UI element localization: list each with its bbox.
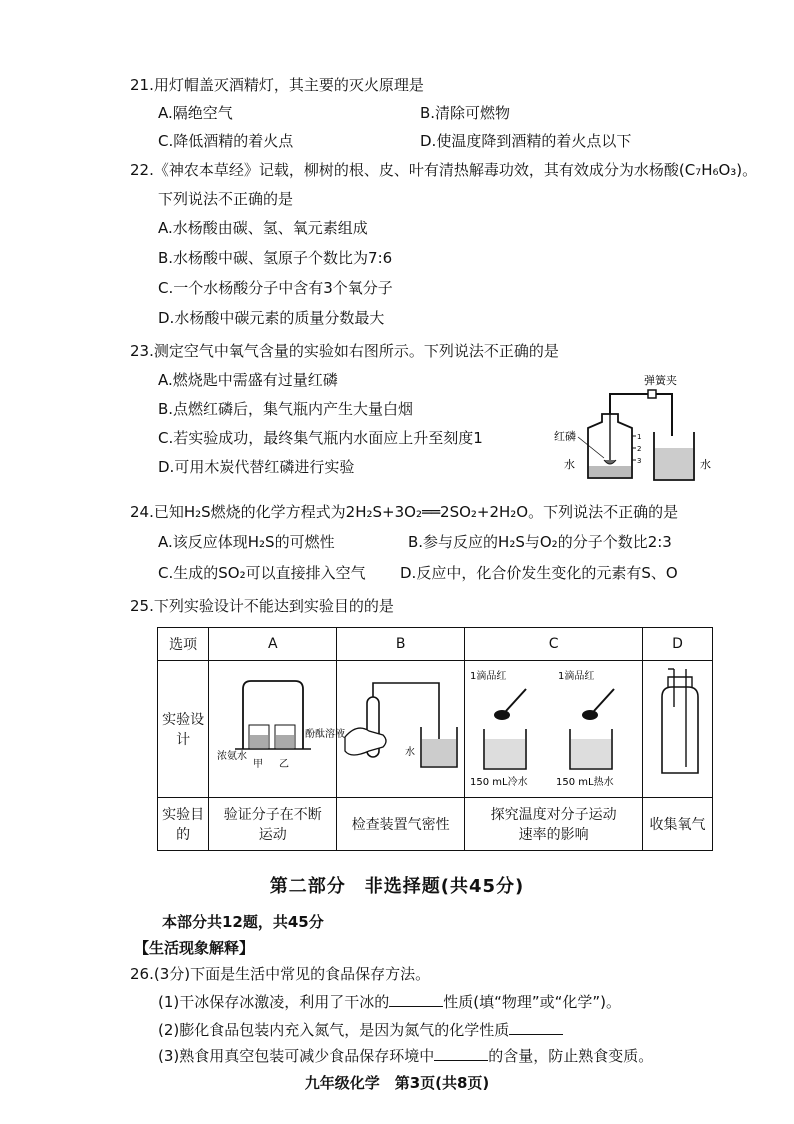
phosphorus-leader-line (578, 437, 604, 458)
goal-c: 探究温度对分子运动速率的影响 (465, 798, 643, 851)
q22-option-d: D.水杨酸中碳元素的质量分数最大 (158, 309, 385, 327)
q21-option-d: D.使温度降到酒精的着火点以下 (420, 132, 632, 150)
q21-stem: 21.用灯帽盖灭酒精灯，其主要的灭火原理是 (130, 76, 424, 94)
row-label-goal: 实验目的 (158, 798, 209, 851)
dropper-2-bulb (582, 710, 598, 720)
fig-b-airtightness (339, 667, 463, 787)
dropper-1 (506, 689, 526, 711)
q26-sub-3-text-a: (3)熟食用真空包装可减少食品保存环境中 (158, 1047, 435, 1065)
q25-stem: 25.下列实验设计不能达到实验目的的是 (130, 597, 394, 615)
answer-blank-3[interactable] (434, 1046, 488, 1061)
part-two-note: 本部分共12题，共45分 (162, 913, 324, 931)
answer-blank-1[interactable] (389, 992, 443, 1007)
phosphorus-spoon-cup (604, 460, 616, 464)
q26-sub-2-text-a: (2)膨化食品包装内充入氮气，是因为氮气的化学性质 (158, 1021, 510, 1039)
fig-c-drop-label-2: 1滴品红 (557, 671, 594, 682)
row-label-design: 实验设计 (158, 661, 209, 798)
q24-option-a: A.该反应体现H₂S的可燃性 (158, 533, 335, 551)
q26-sub-1 (158, 992, 621, 1012)
q24-option-c: C.生成的SO₂可以直接排入空气 (158, 564, 366, 582)
fig-a-molecule-motion (213, 667, 345, 787)
q21-option-a: A.隔绝空气 (158, 104, 233, 122)
table-header-option: 选项 (158, 628, 209, 661)
bottle-neck (668, 677, 692, 687)
cell-a-figure (209, 661, 345, 798)
collection-bottle (662, 687, 698, 773)
q25-experiment-table (157, 627, 713, 851)
fig-d-gas-collection (646, 667, 710, 787)
q23-apparatus-figure (552, 368, 722, 488)
beaker-b-water (422, 739, 456, 766)
cell-d-figure (643, 661, 713, 798)
fig-a-left-label: 浓氨水 (216, 751, 247, 762)
goal-a: 验证分子在不断运动 (209, 798, 337, 851)
fig-c-cold-label: 150 mL冷水 (469, 777, 528, 788)
hand-icon (345, 728, 386, 755)
part-two-title: 第二部分 非选择题(共45分) (269, 876, 525, 897)
bottle-water (589, 466, 631, 477)
q23-option-a: A.燃烧匙中需盛有过量红磷 (158, 371, 338, 389)
fig-c-temperature (466, 665, 642, 789)
q22-option-b: B.水杨酸中碳、氢原子个数比为7:6 (158, 249, 393, 267)
table-header-a: A (209, 628, 337, 661)
ammonia-liquid (250, 735, 268, 748)
q21-option-b: B.清除可燃物 (420, 104, 511, 122)
q22-stem-2: 下列说法不正确的是 (158, 190, 294, 208)
scale-label-2: 2 (637, 445, 642, 453)
table-header-c: C (465, 628, 643, 661)
phenolphthalein-liquid (276, 735, 294, 748)
dropper-2 (594, 689, 614, 711)
page-footer: 九年级化学 第3页(共8页) (304, 1074, 490, 1092)
q26-sub-1-text-a: (1)干冰保存冰激凌，利用了干冰的 (158, 993, 390, 1011)
cell-b-figure (337, 661, 465, 798)
q24-option-b: B.参与反应的H₂S与O₂的分子个数比2:3 (408, 533, 672, 551)
q22-option-a: A.水杨酸由碳、氢、氧元素组成 (158, 219, 368, 237)
fig-a-right-label: 酚酞溶液 (304, 729, 345, 740)
q26-sub-2 (158, 1020, 563, 1040)
q24-stem: 24.已知H₂S燃烧的化学方程式为2H₂S+3O₂══2SO₂+2H₂O。下列说法不正确的是 (130, 503, 679, 521)
fig-water-label-right: 水 (700, 458, 711, 471)
q23-option-c: C.若实验成功，最终集气瓶内水面应上升至刻度1 (158, 429, 483, 447)
goal-d: 收集氧气 (643, 798, 713, 851)
connecting-tube (610, 394, 672, 436)
beaker-water (655, 448, 693, 479)
cold-water (485, 739, 525, 768)
fig-phosphorus-label: 红磷 (554, 430, 576, 443)
fig-c-hot-label: 150 mL热水 (555, 777, 614, 788)
scale-label-1: 1 (637, 433, 642, 441)
q23-option-b: B.点燃红磷后，集气瓶内产生大量白烟 (158, 400, 414, 418)
fig-water-label-left: 水 (564, 458, 575, 471)
delivery-tube (373, 683, 439, 741)
hot-water (571, 739, 611, 768)
q21-option-c: C.降低酒精的着火点 (158, 132, 294, 150)
q22-option-c: C.一个水杨酸分子中含有3个氧分子 (158, 279, 393, 297)
q26-stem: 26.(3分)下面是生活中常见的食品保存方法。 (130, 965, 431, 983)
fig-c-drop-label-1: 1滴品红 (469, 671, 506, 682)
table-header-d: D (643, 628, 713, 661)
q23-stem: 23.测定空气中氧气含量的实验如右图所示。下列说法不正确的是 (130, 342, 559, 360)
q23-option-d: D.可用木炭代替红磷进行实验 (158, 458, 355, 476)
fig-a-jia-label: 甲 (252, 759, 263, 770)
q26-sub-3-text-b: 的含量，防止熟食变质。 (488, 1047, 654, 1065)
dropper-1-bulb (494, 710, 510, 720)
q24-option-d: D.反应中，化合价发生变化的元素有S、O (400, 564, 678, 582)
scale-label-3: 3 (637, 457, 642, 465)
fig-b-water-label: 水 (404, 747, 415, 758)
answer-blank-2[interactable] (509, 1020, 563, 1035)
table-header-b: B (337, 628, 465, 661)
section-category: 【生活现象解释】 (134, 939, 255, 957)
cell-c-figure (465, 661, 643, 798)
q26-sub-1-text-b: 性质(填“物理”或“化学”)。 (443, 993, 622, 1011)
goal-b: 检查装置气密性 (337, 798, 465, 851)
q26-sub-3 (158, 1046, 653, 1066)
q22-stem: 22.《神农本草经》记载，柳树的根、皮、叶有清热解毒功效，其有效成分为水杨酸(C₇H₆O₃)。 (130, 161, 758, 179)
fig-clamp-label: 弹簧夹 (644, 374, 677, 387)
spring-clamp-icon (648, 390, 656, 398)
fig-a-yi-label: 乙 (278, 759, 289, 770)
